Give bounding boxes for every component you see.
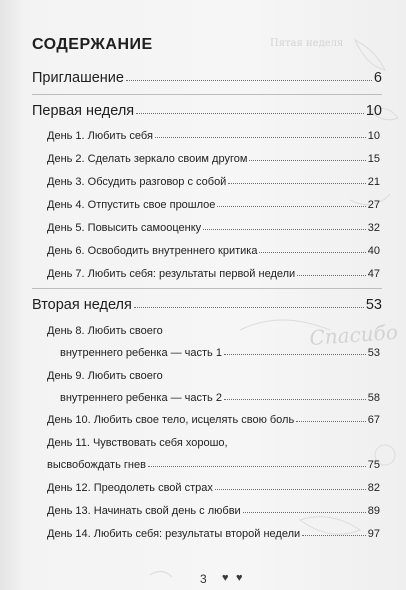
toc-entry-day-8[interactable]	[60, 347, 380, 359]
toc-entry-page: 53	[367, 347, 380, 359]
toc-entry-page: 82	[367, 482, 380, 494]
toc-entry-day-12[interactable]	[47, 482, 380, 494]
contents-heading: СОДЕРЖАНИЕ	[32, 36, 153, 53]
toc-entry-page: 75	[367, 459, 380, 471]
dot-leader	[136, 112, 364, 114]
toc-entry-day-9[interactable]	[60, 392, 380, 404]
toc-entry-page: 97	[367, 528, 380, 540]
toc-entry-label: День 7. Любить себя: результаты первой недели	[47, 268, 296, 280]
toc-entry-day-6[interactable]	[47, 245, 380, 257]
dot-leader	[259, 251, 365, 253]
toc-entry-label: Приглашение	[32, 70, 124, 86]
toc-entry-day-2[interactable]	[47, 153, 380, 165]
section-page: 53	[365, 297, 382, 313]
section-page: 10	[365, 103, 382, 119]
toc-entry-label: День 10. Любить свое тело, исцелять свою боль	[47, 414, 295, 426]
toc-entry-day-5[interactable]	[47, 222, 380, 234]
toc-entry-day-1[interactable]	[47, 130, 380, 142]
dot-leader	[224, 353, 366, 355]
dot-leader	[126, 79, 372, 81]
dot-leader	[134, 306, 364, 308]
toc-entry-label: День 4. Отпустить свое прошлое	[47, 199, 216, 211]
toc-entry-label: внутреннего ребенка — часть 2	[60, 392, 222, 404]
toc-entry-day-11[interactable]	[47, 459, 380, 471]
toc-entry-page: 40	[367, 245, 380, 257]
toc-entry-day-11-line-1[interactable]: День 11. Чувствовать себя хорошо,	[47, 437, 228, 449]
toc-entry-label: День 14. Любить себя: результаты второй недели	[47, 528, 301, 540]
dot-leader	[296, 420, 366, 422]
section-title: Вторая неделя	[32, 297, 132, 313]
dot-leader	[203, 228, 366, 230]
dot-leader	[243, 511, 366, 513]
toc-section-week-1[interactable]	[32, 103, 382, 119]
toc-entry-label: День 5. Повысить самооценку	[47, 222, 202, 234]
toc-entry-page: 10	[367, 130, 380, 142]
toc-entry-day-10[interactable]	[47, 414, 380, 426]
toc-entry-invitation[interactable]	[32, 70, 382, 86]
toc-entry-label: высвобождать гнев	[47, 459, 146, 471]
toc-entry-label: День 13. Начинать свой день с любви	[47, 505, 241, 517]
toc-entry-page: 47	[367, 268, 380, 280]
dot-leader	[224, 398, 366, 400]
toc-entry-label: внутреннего ребенка — часть 1	[60, 347, 222, 359]
dot-leader	[155, 136, 366, 138]
dot-leader	[148, 465, 366, 467]
toc-entry-page: 58	[367, 392, 380, 404]
divider-line	[32, 94, 382, 95]
faint-background-script: Спасибо	[308, 319, 399, 350]
toc-section-week-2[interactable]	[32, 297, 382, 313]
toc-entry-label: День 6. Освободить внутреннего критика	[47, 245, 258, 257]
dot-leader	[302, 534, 366, 536]
section-title: Первая неделя	[32, 103, 135, 119]
dot-leader	[249, 159, 365, 161]
dot-leader	[215, 488, 366, 490]
toc-entry-day-13[interactable]	[47, 505, 380, 517]
toc-entry-page: 21	[367, 176, 380, 188]
toc-entry-day-7[interactable]	[47, 268, 380, 280]
toc-entry-page: 32	[367, 222, 380, 234]
toc-entry-label: День 3. Обсудить разговор с собой	[47, 176, 227, 188]
heart-icon: ♥	[222, 572, 229, 584]
page-number: 3	[200, 572, 207, 586]
toc-entry-label: День 12. Преодолеть свой страх	[47, 482, 213, 494]
toc-entry-page: 6	[373, 70, 382, 86]
dot-leader	[228, 182, 365, 184]
dot-leader	[217, 205, 365, 207]
dot-leader	[297, 274, 366, 276]
faint-background-heading: Пятая неделя	[270, 38, 344, 49]
toc-entry-page: 27	[367, 199, 380, 211]
toc-entry-day-14[interactable]	[47, 528, 380, 540]
toc-entry-label: День 1. Любить себя	[47, 130, 153, 142]
heart-icon: ♥	[236, 572, 243, 584]
divider-line	[32, 288, 382, 289]
toc-entry-page: 67	[367, 414, 380, 426]
toc-entry-label: День 2. Сделать зеркало своим другом	[47, 153, 248, 165]
toc-entry-day-8-line-1[interactable]: День 8. Любить своего	[47, 325, 163, 337]
toc-entry-day-9-line-1[interactable]: День 9. Любить своего	[47, 370, 163, 382]
toc-entry-page: 89	[367, 505, 380, 517]
toc-entry-day-3[interactable]	[47, 176, 380, 188]
toc-entry-day-4[interactable]	[47, 199, 380, 211]
toc-entry-page: 15	[367, 153, 380, 165]
